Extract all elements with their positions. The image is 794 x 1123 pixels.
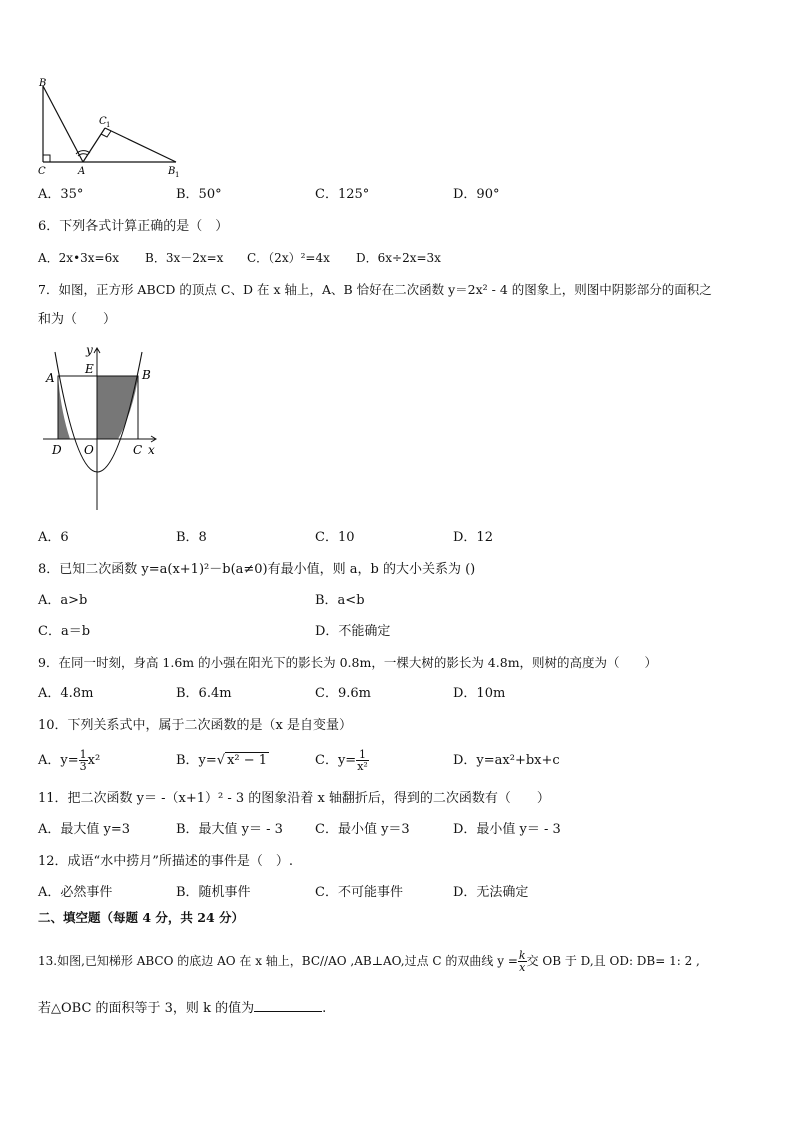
q12-option-c: C．不可能事件 xyxy=(315,885,403,900)
label-C: C xyxy=(133,443,143,457)
label-D: D xyxy=(52,443,62,457)
q7-option-a: A．6 xyxy=(38,530,69,545)
edge-AB xyxy=(43,86,83,162)
q6-stem: 6．下列各式计算正确的是（ ） xyxy=(38,219,229,234)
edge-AC1 xyxy=(83,128,105,162)
q12-option-a: A．必然事件 xyxy=(38,885,113,900)
shaded-region-left xyxy=(58,376,70,439)
q10-option-a xyxy=(38,744,100,778)
q11-option-a: A．最大值 y=3 xyxy=(38,822,131,837)
right-angle-C xyxy=(43,155,50,162)
label-B: B xyxy=(142,368,151,382)
q12-option-d: D．无法确定 xyxy=(453,885,529,900)
q13-line2-text: 若△OBC 的面积等于 3，则 k 的值为 xyxy=(38,1001,255,1016)
q13-stem-post: 交 OB 于 D,且 OD: DB= 1: 2 , xyxy=(526,954,700,968)
q6-option-a: A．2x•3x=6x xyxy=(38,251,120,265)
q13-line2-end: . xyxy=(322,1001,327,1016)
q7-option-d: D．12 xyxy=(453,530,493,545)
q10-option-c-fraction xyxy=(356,749,369,772)
shaded-region-right xyxy=(97,376,138,439)
q13-stem-pre: 13.如图,已知梯形 ABCO 的底边 AO 在 x 轴上，BC//AO ,AB⊥AO,过点 C 的双曲线 y = xyxy=(38,954,518,968)
q13-stem-line1 xyxy=(38,944,700,978)
q9-option-d: D．10m xyxy=(453,686,506,701)
label-C1-sub: 1 xyxy=(106,121,111,129)
q10-option-b-prefix: B．y= xyxy=(176,753,217,768)
label-C: C xyxy=(38,166,46,177)
q13-fraction-numerator: k xyxy=(518,949,526,962)
q13-stem-line2 xyxy=(38,999,326,1018)
q10-option-a-fraction xyxy=(79,749,88,772)
q11-stem: 11．把二次函数 y＝ -（x+1）² - 3 的图象沿着 x 轴翻折后，得到的二次函数有（ ） xyxy=(38,791,550,806)
q10-option-b xyxy=(176,744,269,778)
q11-option-c: C．最小值 y＝3 xyxy=(315,822,410,837)
label-O: O xyxy=(84,443,94,457)
q10-option-d: D．y=ax²+bx+c xyxy=(453,753,560,768)
label-C1: C xyxy=(99,116,107,127)
q10-option-a-suffix: x² xyxy=(87,753,101,768)
label-A: A xyxy=(46,371,55,385)
label-E: E xyxy=(85,362,94,376)
q13-answer-blank[interactable] xyxy=(254,999,322,1012)
q10-option-c xyxy=(315,744,369,778)
q11-option-b: B．最大值 y＝ - 3 xyxy=(176,822,283,837)
q8-option-c: C．a＝b xyxy=(38,624,91,639)
q10-option-a-prefix: A．y= xyxy=(38,753,79,768)
q7-stem-line1: 7．如图，正方形 ABCD 的顶点 C、D 在 x 轴上，A、B 恰好在二次函数 y＝2x² - 4 的图象上，则图中阴影部分的面积之 xyxy=(38,282,712,297)
q5-option-c: C．125° xyxy=(315,187,370,202)
edge-C1B1 xyxy=(105,128,176,162)
section-2-title: 二、填空题（每题 4 分，共 24 分） xyxy=(38,910,245,925)
q7-option-b: B．8 xyxy=(176,530,207,545)
q8-stem: 8．已知二次函数 y=a(x+1)²－b(a≠0)有最小值，则 a，b 的大小关系为 () xyxy=(38,562,476,577)
q10-stem: 10．下列关系式中，属于二次函数的是（x 是自变量） xyxy=(38,718,353,733)
label-x: x xyxy=(148,443,155,457)
q6-option-b: B．3x－2x=x xyxy=(145,251,224,265)
q8-option-b: B．a<b xyxy=(315,593,365,608)
q6-option-c: C．（2x）²=4x xyxy=(247,251,330,265)
figure-parabola xyxy=(38,342,168,514)
q5-option-b: B．50° xyxy=(176,187,222,202)
q10-option-a-numerator: 1 xyxy=(79,748,87,761)
q6-option-d: D．6x÷2x=3x xyxy=(356,251,441,265)
label-y: y xyxy=(86,343,93,357)
sqrt-sign-icon: √ xyxy=(216,753,226,768)
label-B1: B xyxy=(168,166,176,177)
q9-option-b: B．6.4m xyxy=(176,686,232,701)
q10-option-c-denominator: x² xyxy=(357,760,368,773)
q7-stem-line2: 和为（ ） xyxy=(38,312,117,327)
q10-option-a-denominator: 3 xyxy=(79,760,87,773)
q12-stem: 12．成语“水中捞月”所描述的事件是（ ）. xyxy=(38,854,293,869)
q7-option-c: C．10 xyxy=(315,530,355,545)
q5-option-d: D．90° xyxy=(453,187,500,202)
q12-option-b: B．随机事件 xyxy=(176,885,251,900)
label-A: A xyxy=(78,166,86,177)
q11-option-d: D．最小值 y＝ - 3 xyxy=(453,822,561,837)
q8-option-d: D．不能确定 xyxy=(315,624,391,639)
q8-option-a: A．a>b xyxy=(38,593,88,608)
q10-option-c-numerator: 1 xyxy=(356,749,369,761)
q9-option-c: C．9.6m xyxy=(315,686,371,701)
q9-stem: 9．在同一时刻，身高 1.6m 的小强在阳光下的影长为 0.8m，一棵大树的影长为 4.8m，则树的高度为（ ） xyxy=(38,655,658,670)
figure-triangles xyxy=(34,76,194,178)
q5-option-a: A．35° xyxy=(38,187,84,202)
q13-fraction xyxy=(518,950,527,973)
label-B: B xyxy=(39,78,47,89)
q10-option-c-prefix: C．y= xyxy=(315,753,357,768)
label-B1-sub: 1 xyxy=(175,171,180,178)
q10-option-b-radicand: x² − 1 xyxy=(227,753,268,768)
q9-option-a: A．4.8m xyxy=(38,686,94,701)
q13-fraction-denominator: x xyxy=(519,961,526,974)
